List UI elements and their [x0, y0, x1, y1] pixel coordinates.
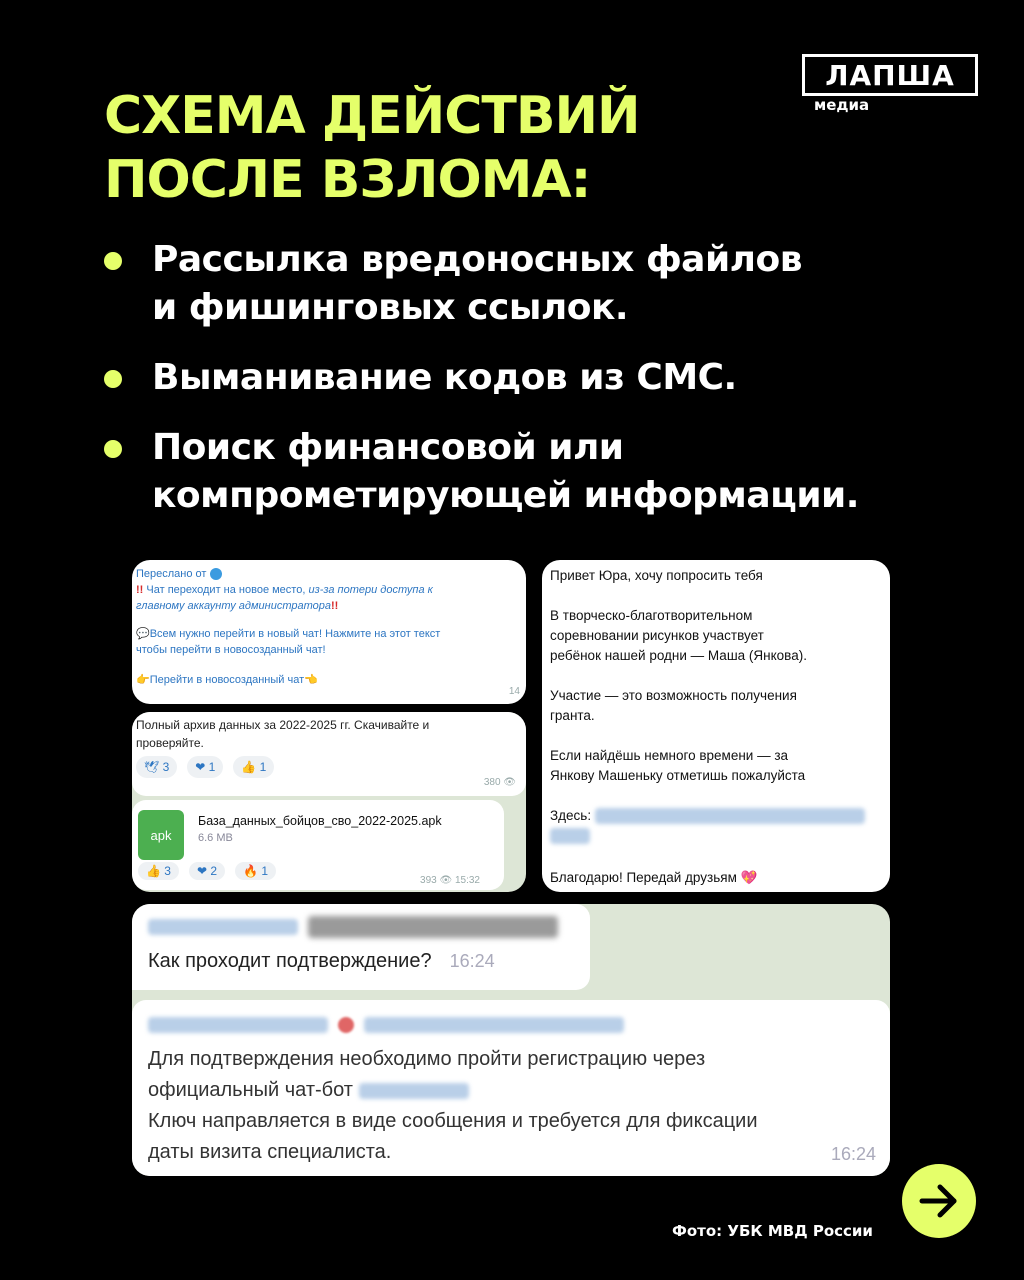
- reaction-heart[interactable]: ❤ 1: [187, 756, 223, 778]
- bullet-item: [104, 236, 984, 332]
- message-line: главному аккаунту администратора!!: [136, 600, 339, 612]
- logo-main: ЛАПША: [802, 54, 978, 96]
- blurred-bot-link[interactable]: [359, 1083, 469, 1099]
- reaction-heart[interactable]: ❤ 2: [189, 862, 225, 880]
- title-line-2: ПОСЛЕ ВЗЛОМА:: [104, 150, 591, 210]
- reaction-dove[interactable]: 🕊 3: [136, 756, 177, 778]
- answer-time: 16:24: [830, 1144, 876, 1164]
- reaction-fire[interactable]: 🔥 1: [235, 862, 276, 880]
- file-size: 6.6 MB: [198, 832, 233, 844]
- bullet-dot-icon: [104, 440, 122, 458]
- apk-file-icon[interactable]: apk: [138, 810, 184, 860]
- message-line: Здесь:: [550, 806, 882, 826]
- reaction-thumbs-up[interactable]: 👍 3: [138, 862, 179, 880]
- answer-line: Для подтверждения необходимо пройти регистрацию через: [148, 1048, 706, 1070]
- views-count: 380 👁: [483, 777, 516, 788]
- bullet-text: Выманивание кодов из СМС.: [152, 357, 737, 398]
- bullet-text: компрометирующей информации.: [152, 475, 859, 516]
- photo-credit: Фото: УБК МВД России: [672, 1222, 873, 1240]
- title-line-1: СХЕМА ДЕЙСТВИЙ: [104, 86, 640, 146]
- apk-file-message: [132, 800, 504, 890]
- screenshot-phishing-text: [542, 560, 890, 892]
- message-line: чтобы перейти в новосозданный чат!: [136, 644, 326, 656]
- screenshot-forwarded-message: [132, 560, 526, 704]
- archive-message: [132, 712, 526, 796]
- page-title: [104, 84, 640, 212]
- blurred-sender: [148, 1017, 328, 1033]
- archive-text: Полный архив данных за 2022-2025 гг. Скачивайте и: [136, 718, 430, 732]
- question-text: Как проходит подтверждение? 16:24: [148, 950, 495, 972]
- blurred-name: [308, 916, 558, 938]
- bullet-dot-icon: [104, 370, 122, 388]
- message-line: В творческо-благотворительном: [550, 608, 753, 623]
- reactions: [136, 756, 522, 778]
- bullet-item: [104, 424, 984, 520]
- views-time: 393 👁 15:32: [420, 875, 480, 886]
- question-message: [132, 904, 590, 990]
- bullet-text: Рассылка вредоносных файлов: [152, 239, 803, 280]
- logo-sub: медиа: [814, 96, 870, 114]
- screenshot-confirmation-chat: [132, 904, 890, 1176]
- reactions: [138, 862, 276, 880]
- bullet-text: и фишинговых ссылок.: [152, 287, 629, 328]
- message-line: соревновании рисунков участвует: [550, 628, 764, 643]
- message-line: 💬Всем нужно перейти в новый чат! Нажмите на этот текст: [136, 628, 441, 640]
- file-name[interactable]: База_данных_бойцов_сво_2022-2025.apk: [198, 814, 442, 828]
- blurred-avatar-icon: [338, 1017, 354, 1033]
- forwarded-label: Переслано от: [136, 566, 522, 582]
- answer-line: официальный чат-бот: [148, 1075, 874, 1106]
- bullet-item: [104, 354, 984, 402]
- next-slide-button[interactable]: [902, 1164, 976, 1238]
- blurred-name: [364, 1017, 624, 1033]
- message-line: ребёнок нашей родни — Маша (Янкова).: [550, 648, 807, 663]
- message-line: Благодарю! Передай друзьям 💖: [550, 870, 758, 885]
- blurred-link[interactable]: [550, 828, 590, 844]
- message-line: гранта.: [550, 708, 595, 723]
- message-line: Если найдёшь немного времени — за: [550, 748, 789, 763]
- message-time: 14: [508, 686, 520, 697]
- archive-text: проверяйте.: [136, 736, 204, 750]
- blurred-link[interactable]: [595, 808, 865, 824]
- arrow-right-icon: [914, 1176, 964, 1226]
- answer-line: даты визита специалиста.: [148, 1141, 392, 1163]
- message-line: Участие — это возможность получения: [550, 688, 797, 703]
- message-line: Янкову Машеньку отметишь пожалуйста: [550, 768, 806, 783]
- bullet-dot-icon: [104, 252, 122, 270]
- screenshot-apk-message: [132, 712, 526, 892]
- brand-logo: [802, 54, 978, 114]
- message-line: !! Чат переходит на новое место, из-за потери доступа к: [136, 584, 433, 596]
- avatar-icon: [210, 568, 222, 580]
- answer-message: [132, 1000, 890, 1176]
- blurred-sender: [148, 919, 298, 935]
- reaction-thumbs-up[interactable]: 👍 1: [233, 756, 274, 778]
- new-chat-link[interactable]: 👉Перейти в новосозданный чат👈: [136, 674, 318, 686]
- bullet-text: Поиск финансовой или: [152, 427, 624, 468]
- answer-line: Ключ направляется в виде сообщения и требуется для фиксации: [148, 1110, 758, 1132]
- bullet-list: [104, 236, 984, 542]
- message-line: Привет Юра, хочу попросить тебя: [550, 568, 763, 583]
